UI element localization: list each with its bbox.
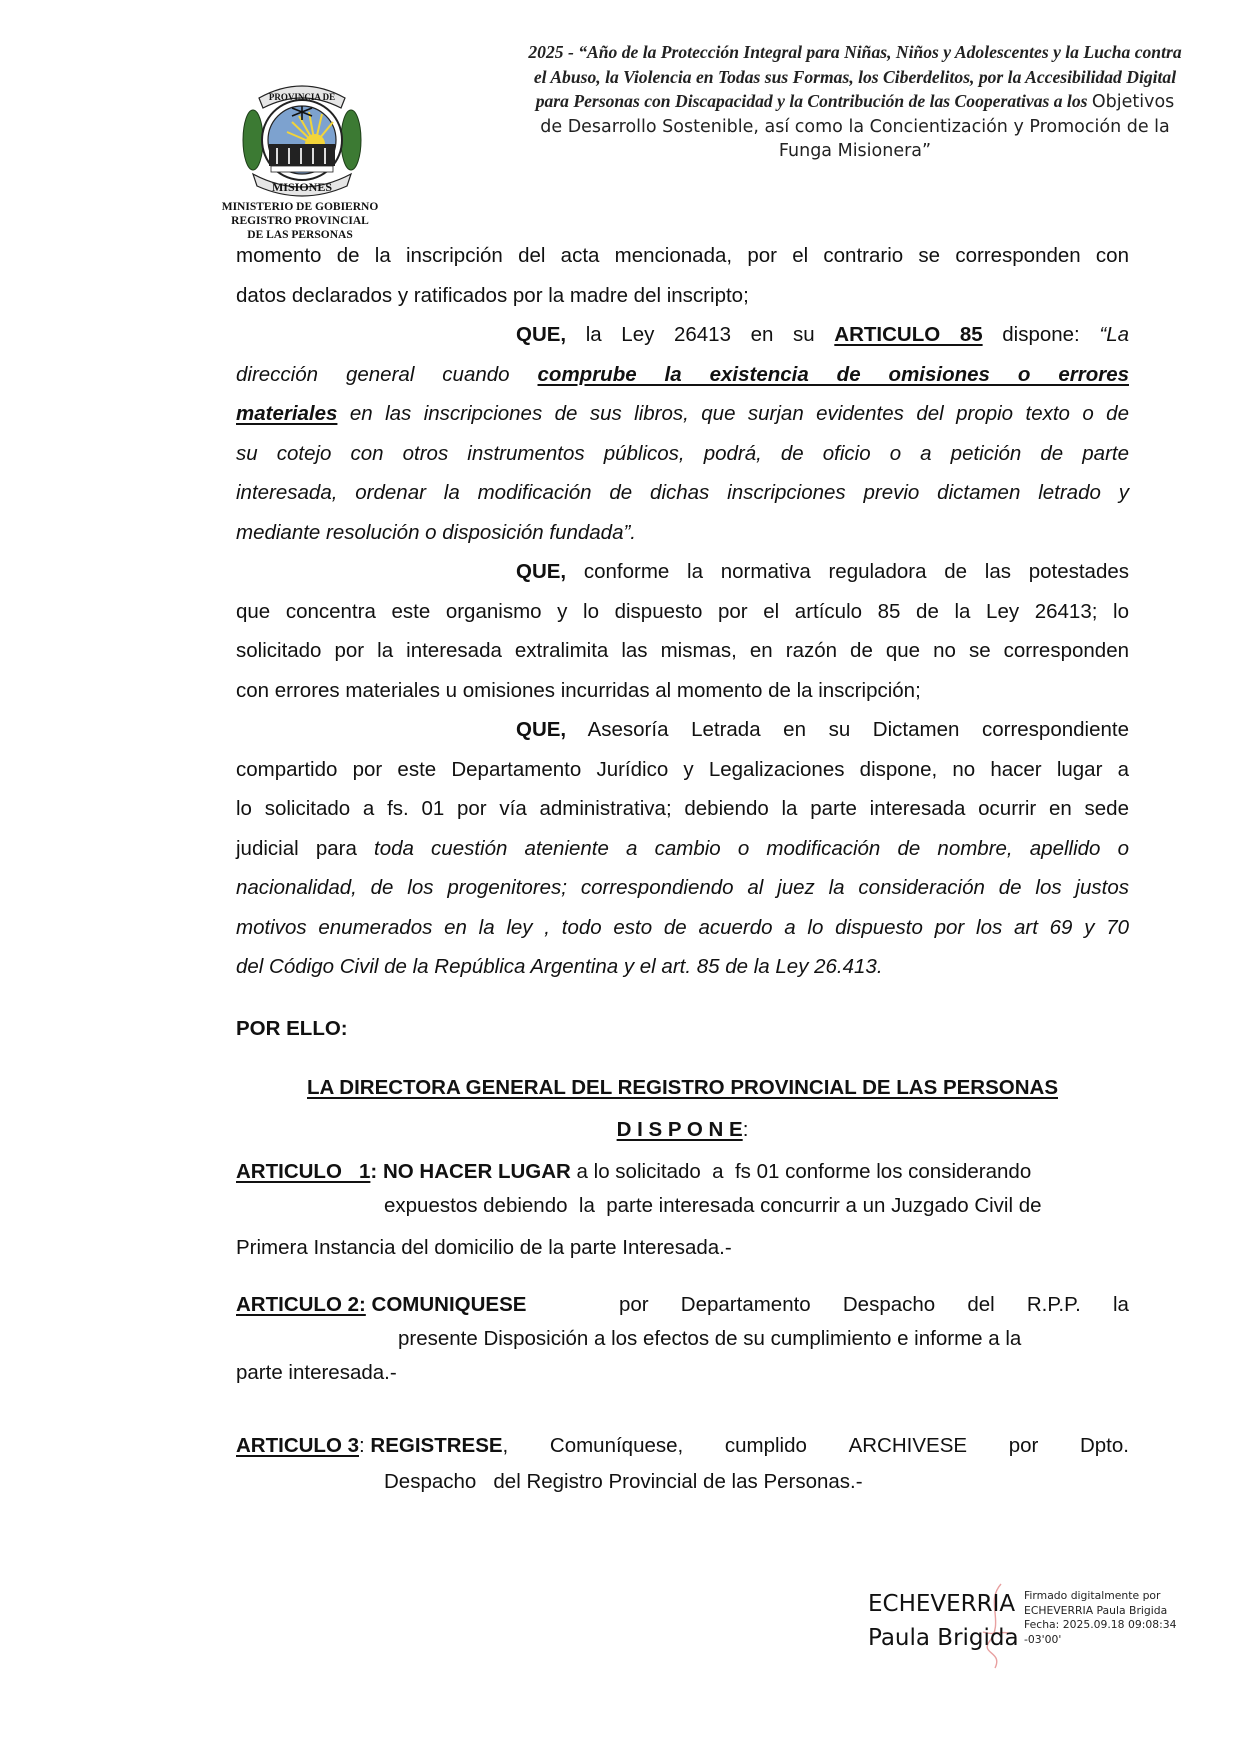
year-motto	[495, 40, 1215, 164]
signature-info: Firmado digitalmente por ECHEVERRIA Paula Brigida Fecha: 2025.09.18 09:08:34 -03'00'	[1024, 1589, 1177, 1646]
paragraph-que-asesoria: QUE, Asesoría Letrada en su Dictamen correspondiente compartido por este Departamento Jurídico y Legalizaciones dispone, no hacer lugar a lo solicitado a fs. 01 por vía administrativa; debiendo la parte interesada ocurrir en sede judicial para toda cuestión ateniente a cambio o modificación de nombre, apellido o nacionalidad, de los progenitores; correspondiendo al juez la consideración de los justos motivos enumerados en la ley , todo esto de acuerdo a lo dispuesto por los art 69 y 70 del Código Civil de la República Argentina y el art. 85 de la Ley 26.413.	[236, 718, 1129, 978]
dispone-heading: D I S P O N E:	[616, 1118, 749, 1141]
motto-line: de Desarrollo Sostenible, así como la Concientización y Promoción de la	[540, 116, 1170, 137]
paragraph-continuation: momento de la inscripción del acta mencionada, por el contrario se corresponden con datos declarados y ratificados por la madre del inscripto;	[236, 244, 1129, 307]
articulo-1: ARTICULO 1: NO HACER LUGAR a lo solicitado a fs 01 conforme los considerando expuestos debiendo la parte interesada concurrir a un Juzgado Civil de Primera Instancia del domicilio de la parte Interesada.-	[236, 1160, 1042, 1259]
signer-name: ECHEVERRIA Paula Brigida	[868, 1591, 1019, 1651]
paragraph-que-normativa: QUE, conforme la normativa reguladora de las potestades que concentra este organismo y lo dispuesto por el artículo 85 de la Ley 26413; lo solicitado por la interesada extralimita las mismas, en razón de que no se corresponden con errores materiales u omisiones incurridas al momento de la inscripción;	[236, 560, 1129, 702]
articulo-2: ARTICULO 2: COMUNIQUESE por Departamento Despacho del R.P.P. la presente Disposición a los efectos de su cumplimiento e informe a la parte interesada.-	[236, 1293, 1129, 1384]
motto-line: el Abuso, la Violencia en Todas sus Formas, los Ciberdelitos, por la Accesibilidad Digital	[533, 66, 1177, 87]
province-seal-icon	[237, 78, 367, 198]
seal-bottom-text: MISIONES	[271, 180, 333, 194]
por-ello-heading: POR ELLO:	[236, 1017, 348, 1040]
ministry-line: REGISTRO PROVINCIAL	[231, 215, 369, 227]
directora-heading: LA DIRECTORA GENERAL DEL REGISTRO PROVINCIAL DE LAS PERSONAS	[307, 1076, 1058, 1099]
ministry-line: MINISTERIO DE GOBIERNO	[221, 201, 379, 213]
seal-top-text: PROVINCIA DE	[268, 92, 336, 102]
motto-line: 2025 - “Año de la Protección Integral para Niñas, Niños y Adolescentes y la Lucha contra	[528, 42, 1182, 62]
motto-line: para Personas con Discapacidad y la Contribución de las Cooperativas a los Objetivos	[535, 91, 1175, 112]
paragraph-que-articulo-85: QUE, la Ley 26413 en su ARTICULO 85 dispone: “La dirección general cuando comprube la existencia de omisiones o errores materiales en las inscripciones de sus libros, que surjan evidentes del propio texto o de su cotejo con otros instrumentos públicos, podrá, de oficio o a petición de parte interesada, ordenar la modificación de dichas inscripciones previo dictamen letrado y mediante resolución o disposición fundada”.	[236, 323, 1130, 544]
articulo-3: ARTICULO 3: REGISTRESE, Comuníquese, cumplido ARCHIVESE por Dpto. Despacho del Registro Provincial de las Personas.-	[236, 1434, 1129, 1493]
motto-line: Funga Misionera”	[778, 141, 932, 161]
ministry-line: DE LAS PERSONAS	[247, 229, 353, 241]
